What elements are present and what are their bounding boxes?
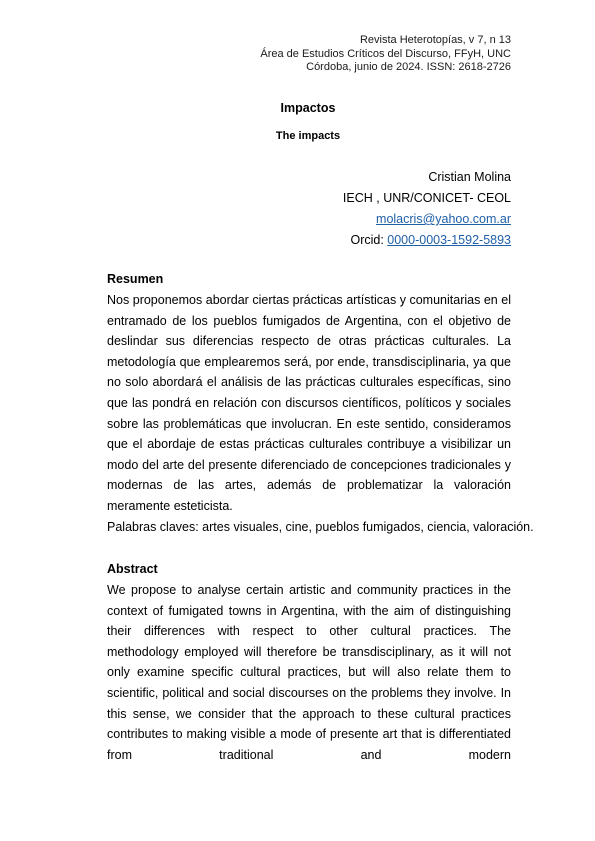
resumen-text: Nos proponemos abordar ciertas prácticas artísticas y comunitarias en el entramado de los pueblos fumigados de Argentina, con el objetivo de deslindar sus diferencias respecto de otras prácticas culturales. La metodología que emplearemos será, por ende, transdisciplinaria, ya que no solo abordará el análisis de las prácticas culturales específicas, sino que las pondrá en relación con discursos científicos, políticos y sociales sobre las problemáticas que involucran. En este sentido, consideramos que el abordaje de estas prácticas culturales contribuye a visibilizar un modo del arte del presente diferenciado de concepciones tradicionales y modernas de las artes, además de problematizar la valoración meramente esteticista. — [107, 293, 511, 513]
journal-name: Revista Heterotopías, v 7, n 13 — [359, 34, 511, 46]
resumen-heading: Resumen — [107, 272, 164, 286]
keywords-text: Palabras claves: artes visuales, cine, pueblos fumigados, ciencia, valoración. — [107, 520, 534, 534]
author-orcid — [343, 230, 511, 251]
author-email-link[interactable]: molacris@yahoo.com.ar — [376, 212, 511, 226]
orcid-label: Orcid: — [350, 233, 388, 247]
keywords-section — [107, 519, 534, 535]
author-block — [343, 167, 511, 251]
abstract-heading: Abstract — [107, 562, 158, 576]
author-affiliation: IECH , UNR/CONICET- CEOL — [342, 191, 511, 205]
resumen-section — [107, 271, 511, 517]
abstract-text: We propose to analyse certain artistic and community practices in the context of fumigated towns in Argentina, with the aim of distinguishing their differences with respect to other cultural practices. The methodology employed will therefore be transdisciplinary, as it will not only examine specific cultural practices, but will also relate them to scientific, political and social discourses on the problems they involve. In this sense, we consider that the approach to these cultural practices contributes to making visible a mode of presente art that is differentiated from traditional and modern — [107, 583, 511, 762]
orcid-link[interactable]: 0000-0003-1592-5893 — [387, 233, 511, 247]
journal-header — [260, 34, 511, 75]
abstract-section — [107, 561, 511, 765]
article-title: Impactos — [280, 101, 336, 115]
article-subtitle: The impacts — [275, 130, 341, 142]
author-name: Cristian Molina — [428, 170, 511, 184]
journal-issue: Córdoba, junio de 2024. ISSN: 2618-2726 — [306, 61, 511, 73]
journal-area: Área de Estudios Críticos del Discurso, FFyH, UNC — [260, 47, 511, 60]
